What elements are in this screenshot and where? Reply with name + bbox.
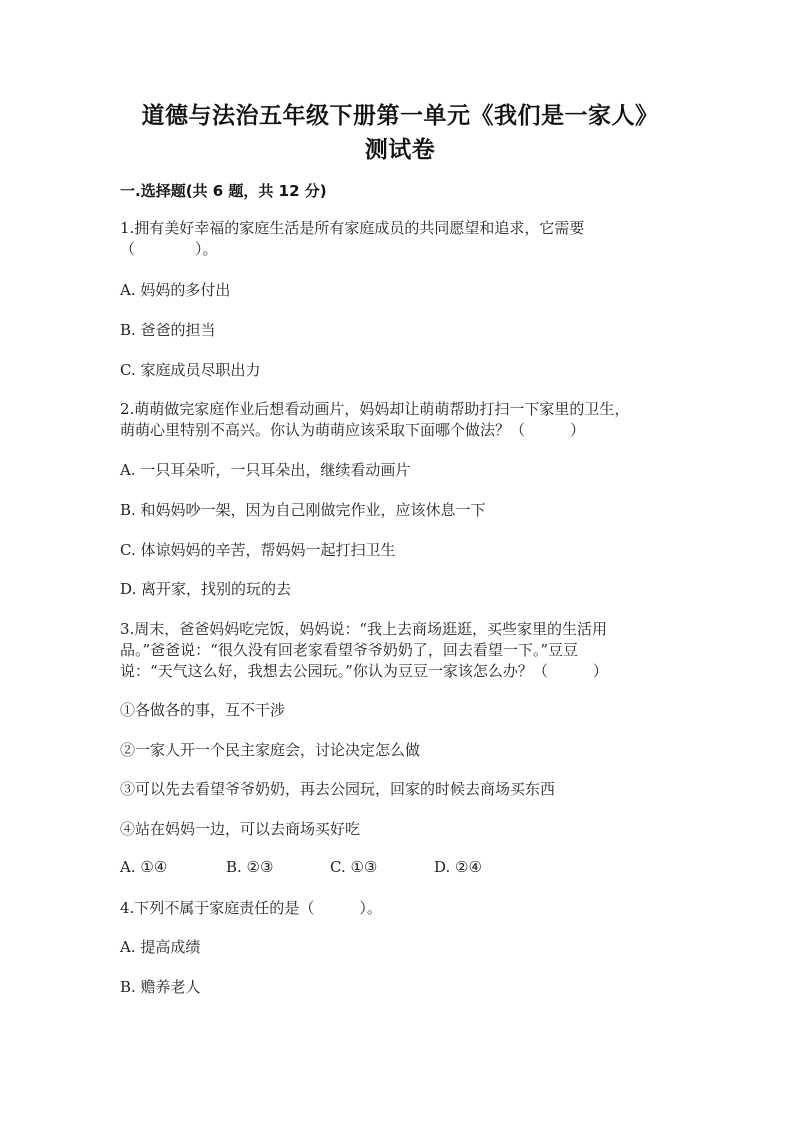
q3-stem-line1: 3.周末，爸爸妈妈吃完饭，妈妈说：“我上去商场逛逛，买些家里的生活用 bbox=[120, 620, 607, 638]
q1-option-b: B. 爸爸的担当 bbox=[120, 321, 216, 339]
q2-option-a: A. 一只耳朵听，一只耳朵出，继续看动画片 bbox=[120, 461, 411, 479]
q3-choice-a: A. ①④ bbox=[120, 858, 168, 876]
q4-option-a: A. 提高成绩 bbox=[120, 938, 201, 956]
q3-stem-line2: 品。”爸爸说：“很久没有回老家看望爷爷奶奶了，回去看望一下。”豆豆 bbox=[120, 641, 579, 659]
q4-option-b: B. 赡养老人 bbox=[120, 978, 201, 996]
q1-stem-line2: （ ）。 bbox=[120, 240, 218, 258]
q3-statement-3: ③可以先去看望爷爷奶奶，再去公园玩，回家的时候去商场买东西 bbox=[120, 780, 556, 798]
q2-option-c: C. 体谅妈妈的辛苦，帮妈妈一起打扫卫生 bbox=[120, 541, 396, 559]
q3-choice-c: C. ①③ bbox=[330, 858, 378, 876]
q4-stem: 4.下列不属于家庭责任的是（ ）。 bbox=[120, 899, 382, 917]
q3-choice-d: D. ②④ bbox=[434, 858, 482, 876]
q2-option-b: B. 和妈妈吵一架，因为自己刚做完作业，应该休息一下 bbox=[120, 501, 486, 519]
q2-option-d: D. 离开家，找别的玩的去 bbox=[120, 580, 292, 598]
q1-stem-line1: 1.拥有美好幸福的家庭生活是所有家庭成员的共同愿望和追求，它需要 bbox=[120, 219, 585, 237]
q3-stem-line3: 说：“天气这么好，我想去公园玩。”你认为豆豆一家该怎么办？（ ） bbox=[120, 662, 608, 680]
q2-stem-line1: 2.萌萌做完家庭作业后想看动画片，妈妈却让萌萌帮助打扫一下家里的卫生， bbox=[120, 400, 630, 418]
q3-choice-b: B. ②③ bbox=[226, 858, 274, 876]
q1-option-a: A. 妈妈的多付出 bbox=[120, 281, 231, 299]
exam-title-line2: 测试卷 bbox=[364, 137, 436, 163]
q3-statement-4: ④站在妈妈一边，可以去商场买好吃 bbox=[120, 820, 361, 838]
section-heading: 一.选择题(共 6 题，共 12 分) bbox=[120, 182, 327, 200]
exam-title-line1: 道德与法治五年级下册第一单元《我们是一家人》 bbox=[141, 103, 659, 129]
q2-stem-line2: 萌萌心里特别不高兴。你认为萌萌应该采取下面哪个做法？（ ） bbox=[120, 421, 586, 439]
q3-statement-2: ②一家人开一个民主家庭会，讨论决定怎么做 bbox=[120, 741, 421, 759]
q3-statement-1: ①各做各的事，互不干涉 bbox=[120, 701, 286, 719]
q1-option-c: C. 家庭成员尽职出力 bbox=[120, 361, 261, 379]
